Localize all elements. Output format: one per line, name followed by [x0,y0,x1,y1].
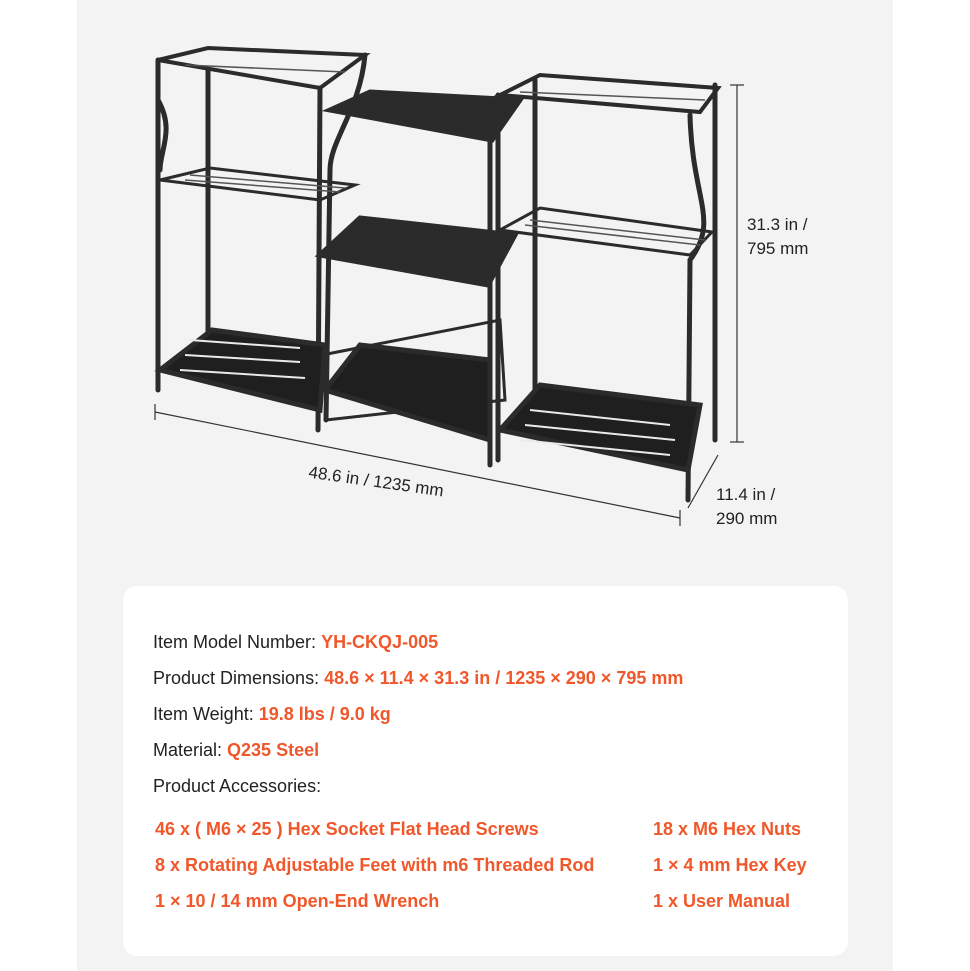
spec-material-row [153,738,319,762]
spec-weight-label: Item Weight: [153,704,259,724]
spec-dimensions-row [153,666,683,690]
spec-dimensions-label: Product Dimensions: [153,668,325,688]
spec-model-label: Item Model Number: [153,632,322,652]
depth-dimension-label [716,483,777,531]
height-dimension-label [747,213,808,261]
accessory-item: 1 × 4 mm Hex Key [653,855,807,875]
spec-dimensions-value: 48.6 × 11.4 × 31.3 in / 1235 × 290 × 795 mm [324,668,684,688]
height-dimension-line2: 795 mm [747,239,809,258]
spec-weight-row [153,702,391,726]
height-dimension-line1: 31.3 in / [747,215,808,234]
spec-card [123,586,848,956]
accessory-item: 1 x User Manual [653,891,791,911]
depth-dimension-line2: 290 mm [716,509,778,528]
accessory-item: 8 x Rotating Adjustable Feet with m6 Threaded Rod [155,855,595,875]
accessories-heading-text: Product Accessories: [153,776,322,796]
accessory-item: 1 × 10 / 14 mm Open-End Wrench [155,891,440,911]
spec-material-label: Material: [153,740,228,760]
accessory-item: 18 x M6 Hex Nuts [653,819,802,839]
spec-accessories-heading [153,774,321,798]
accessory-item: 46 x ( M6 × 25 ) Hex Socket Flat Head Screws [155,819,539,839]
spec-model-value: YH-CKQJ-005 [321,632,439,652]
width-dimension-label: 48.6 in / 1235 mm [307,462,445,501]
depth-dimension-line1: 11.4 in / [716,485,776,504]
spec-weight-value: 19.8 lbs / 9.0 kg [258,704,391,724]
spec-material-value: Q235 Steel [227,740,320,760]
spec-model-row [153,630,438,654]
